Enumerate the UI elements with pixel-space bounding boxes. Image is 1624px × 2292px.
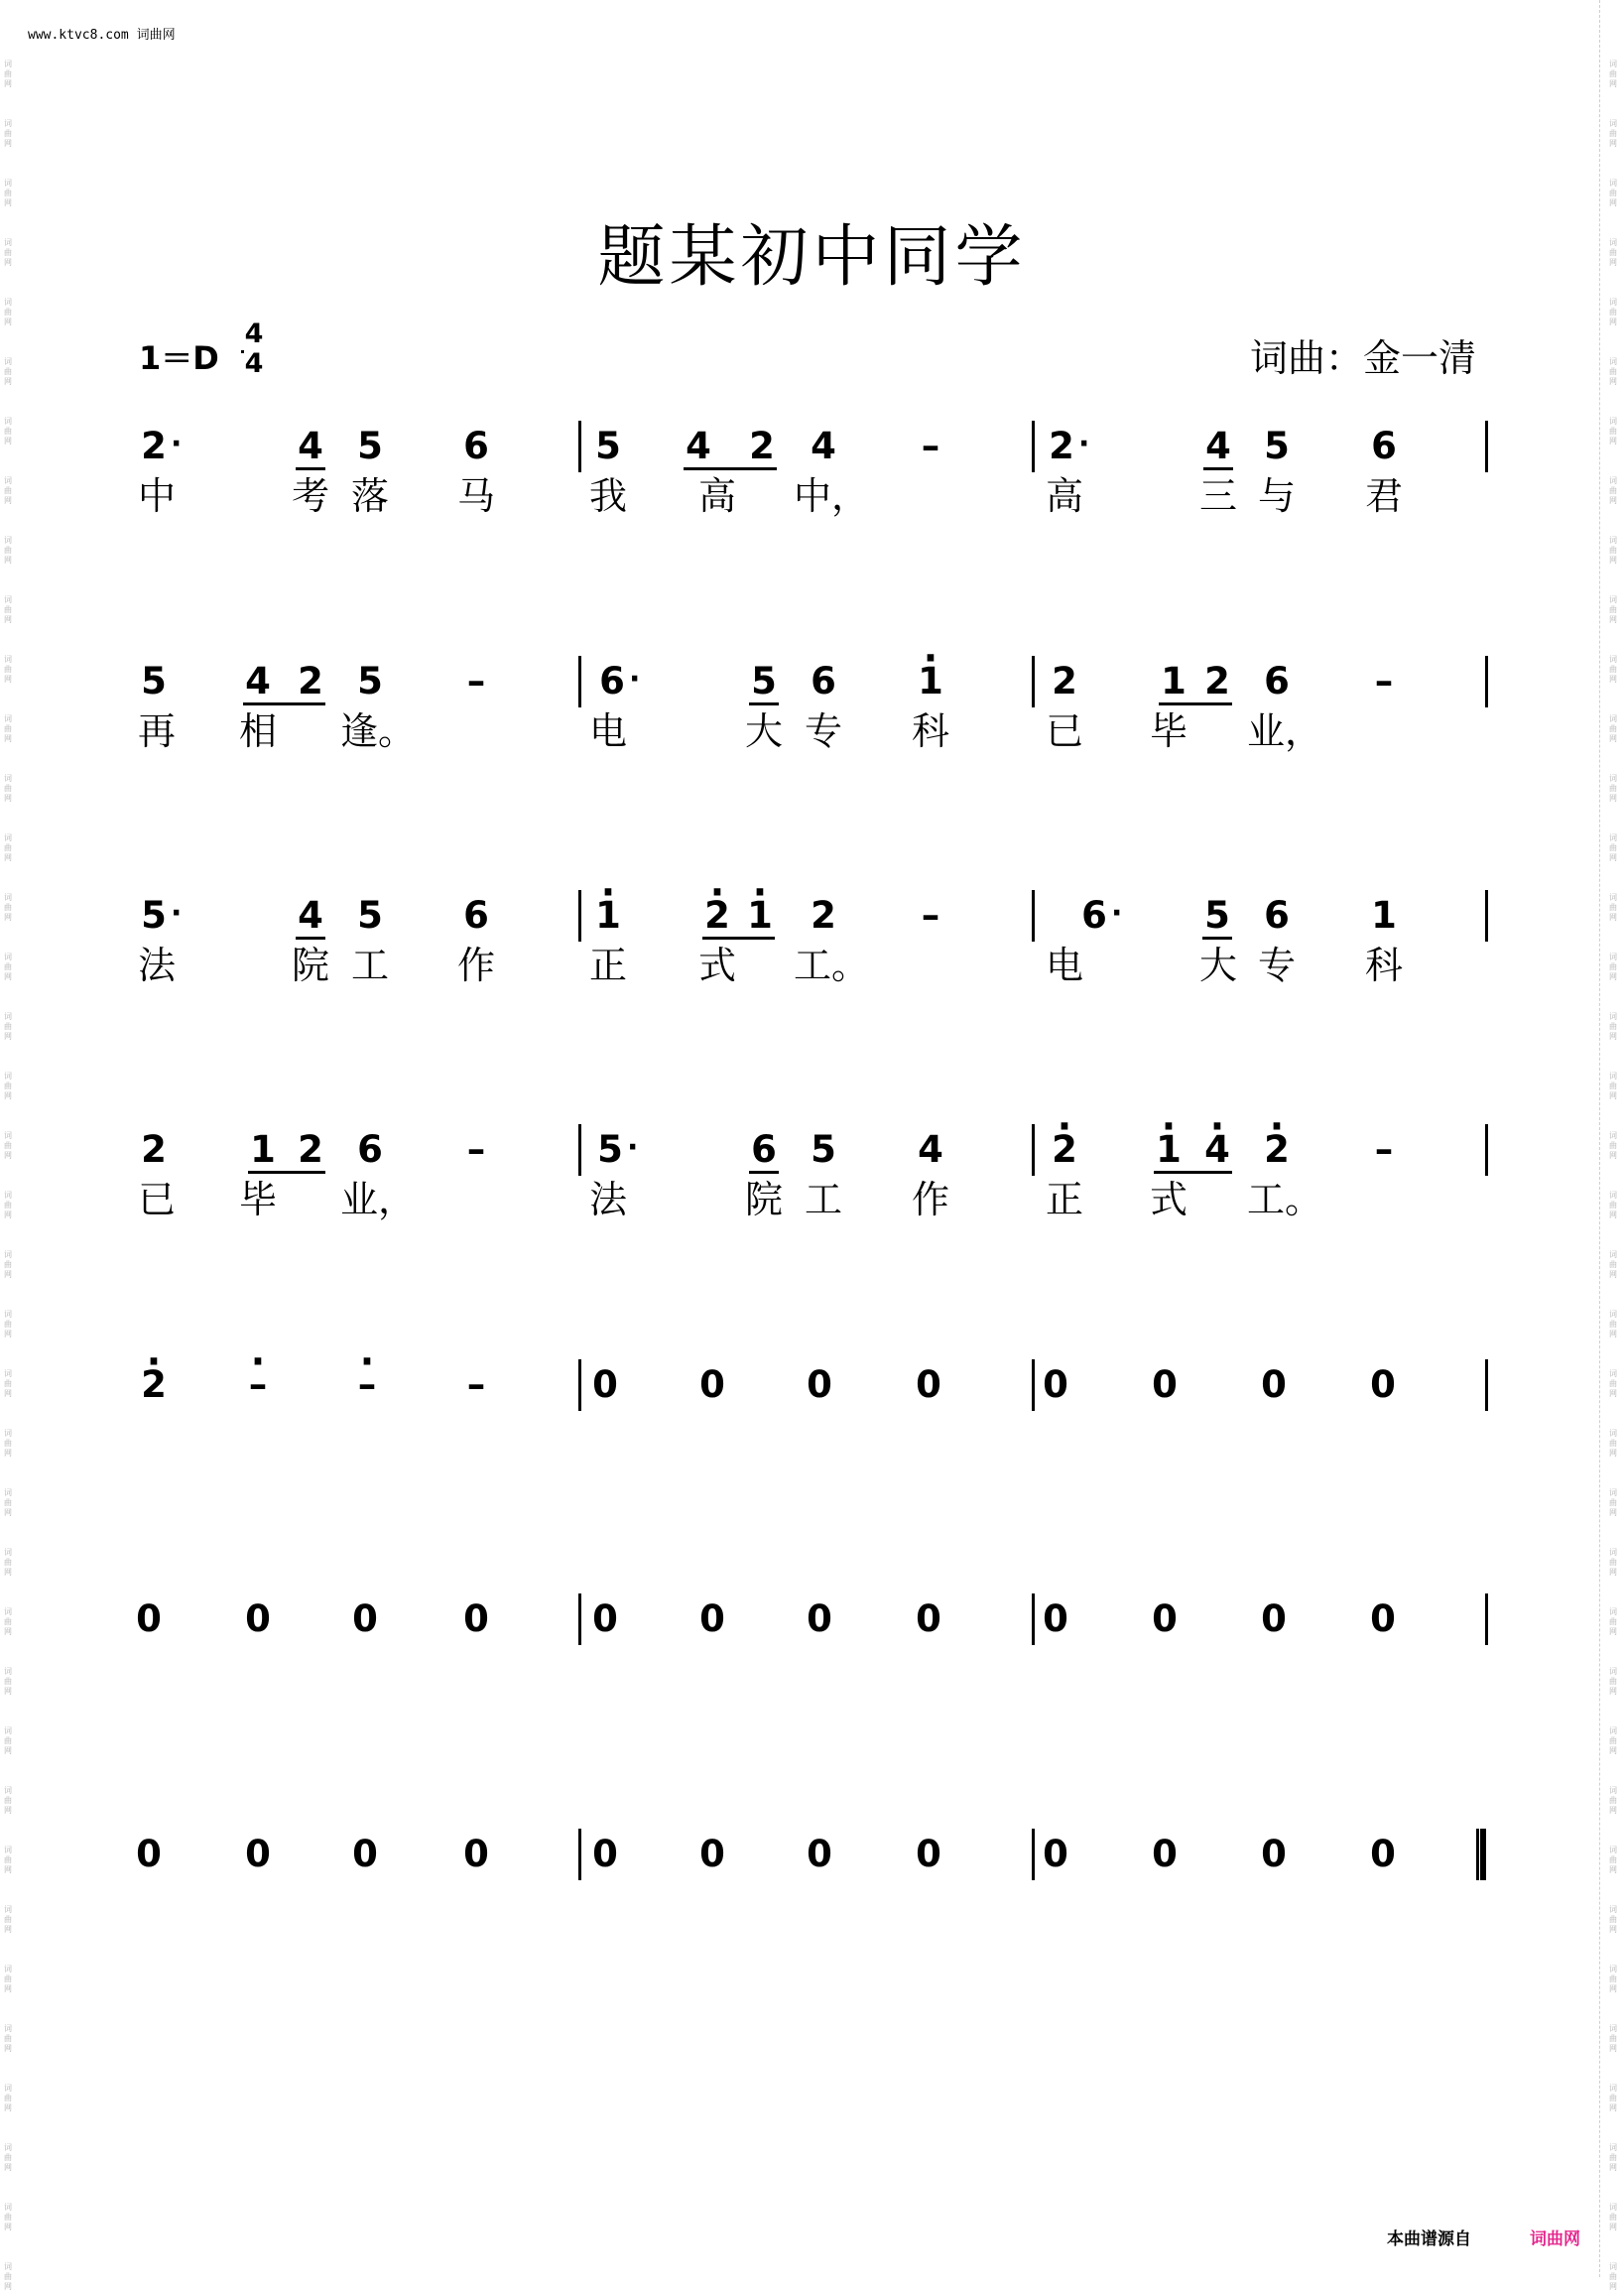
watermark-mark: 词 曲 网 — [1609, 1905, 1617, 1934]
watermark-mark: 词 曲 网 — [1609, 2024, 1617, 2053]
song-title: 题某初中同学 — [597, 218, 1027, 297]
note: 0 — [807, 1597, 832, 1640]
augmentation-dot: · — [171, 896, 183, 931]
time-signature-top: 4 — [244, 318, 264, 349]
watermark-mark: 词 曲 网 — [1609, 833, 1617, 862]
note: 4 — [1205, 425, 1231, 467]
underline-beam — [684, 467, 777, 470]
watermark-mark: 词 曲 网 — [4, 1667, 12, 1696]
barline — [1485, 1359, 1488, 1411]
augmentation-dot: · — [1111, 896, 1123, 931]
watermark-mark: 词 曲 网 — [4, 1846, 12, 1874]
left-watermark-strip — [2, 0, 16, 2291]
barline — [1032, 1829, 1035, 1880]
lyric-char: 电 — [1045, 944, 1083, 987]
note: 2 — [1204, 660, 1230, 702]
note: · 2 — [129, 1365, 179, 1405]
lyric-char: 高 — [697, 474, 736, 518]
lyric-char: 中， — [794, 474, 870, 518]
lyric-char: 工 — [350, 944, 389, 987]
note: 0 — [136, 1833, 162, 1875]
lyric-char: 作 — [456, 944, 495, 987]
lyric-char: 中 — [137, 474, 176, 518]
note: · 1 — [906, 662, 955, 701]
right-watermark-strip — [1607, 0, 1621, 2291]
note: – — [921, 425, 940, 467]
note: 0 — [463, 1597, 489, 1640]
watermark-mark: 词 曲 网 — [4, 60, 12, 88]
watermark-mark: 词 曲 网 — [4, 2024, 12, 2053]
lyric-char: 与 — [1257, 474, 1296, 518]
watermark-mark: 词 曲 网 — [4, 953, 12, 981]
watermark-mark: 词 曲 网 — [4, 2203, 12, 2231]
barline — [1485, 656, 1488, 707]
note: 5 — [141, 894, 167, 937]
note: 0 — [463, 1833, 489, 1875]
watermark-mark: 词 曲 网 — [4, 1726, 12, 1755]
note: 0 — [1370, 1363, 1396, 1406]
note: · 2 — [1252, 1130, 1302, 1170]
watermark-mark: 词 曲 网 — [1609, 1310, 1617, 1338]
watermark-mark: 词 曲 网 — [4, 417, 12, 446]
note: · 1 — [1144, 1130, 1193, 1170]
note: 5 — [357, 660, 383, 702]
lyric-char: 业， — [1247, 709, 1323, 753]
key-signature: 1＝D — [139, 339, 219, 377]
watermark-mark: 词 曲 网 — [1609, 536, 1617, 565]
underline-beam — [702, 937, 775, 940]
barline — [1032, 1593, 1035, 1645]
barline — [1032, 421, 1035, 472]
note: · 2 — [1040, 1130, 1089, 1170]
note: 2 — [749, 425, 775, 467]
lyric-char: 高 — [1045, 474, 1083, 518]
lyric-char: 我 — [588, 474, 627, 518]
site-label: www.ktvc8.com 词曲网 — [28, 28, 176, 43]
note: 6 — [1371, 425, 1397, 467]
note: 0 — [1152, 1597, 1178, 1640]
barline — [578, 1829, 581, 1880]
note: 0 — [1043, 1363, 1068, 1406]
lyric-char: 院 — [744, 1178, 783, 1221]
watermark-mark: 词 曲 网 — [1609, 60, 1617, 88]
watermark-mark: 词 曲 网 — [1609, 595, 1617, 624]
watermark-mark: 词 曲 网 — [4, 1250, 12, 1279]
barline — [1485, 421, 1488, 472]
lyric-char: 逢。 — [340, 709, 417, 753]
barline — [1485, 1593, 1488, 1645]
note: 0 — [592, 1833, 618, 1875]
note: 5 — [597, 1128, 623, 1171]
watermark-mark: 词 曲 网 — [1609, 1131, 1617, 1160]
watermark-mark: 词 曲 网 — [4, 1310, 12, 1338]
watermark-mark: 词 曲 网 — [1609, 1012, 1617, 1041]
watermark-mark: 词 曲 网 — [1609, 1548, 1617, 1577]
watermark-mark: 词 曲 网 — [4, 238, 12, 267]
note: · 4 — [1192, 1130, 1242, 1170]
watermark-mark: 词 曲 网 — [4, 1548, 12, 1577]
barline — [1032, 1124, 1035, 1176]
watermark-mark: 词 曲 网 — [1609, 1965, 1617, 1993]
lyric-char: 大 — [744, 709, 783, 753]
note: 0 — [352, 1833, 378, 1875]
barline — [578, 421, 581, 472]
footer-source-label: 本曲谱源自 — [1387, 2229, 1471, 2249]
lyric-char: 科 — [911, 709, 949, 753]
final-barline — [1476, 1829, 1486, 1880]
lyric-char: 正 — [588, 944, 627, 987]
watermark-mark: 词 曲 网 — [4, 714, 12, 743]
note: – — [466, 1128, 486, 1171]
watermark-mark: 词 曲 网 — [4, 1607, 12, 1636]
watermark-mark: 词 曲 网 — [4, 119, 12, 148]
time-signature — [241, 319, 267, 379]
lyric-char: 工。 — [1247, 1178, 1323, 1221]
note: · 2 — [692, 896, 742, 936]
watermark-mark: 词 曲 网 — [1609, 357, 1617, 386]
note: 0 — [916, 1833, 941, 1875]
lyric-char: 君 — [1364, 474, 1403, 518]
note: 0 — [699, 1833, 725, 1875]
watermark-mark: 词 曲 网 — [1609, 476, 1617, 505]
watermark-mark: 词 曲 网 — [1609, 1072, 1617, 1100]
barline — [1485, 1124, 1488, 1176]
note: 6 — [599, 660, 625, 702]
note: 0 — [245, 1597, 271, 1640]
watermark-mark: 词 曲 网 — [1609, 1846, 1617, 1874]
underline-beam — [1203, 467, 1233, 470]
watermark-mark: 词 曲 网 — [1609, 1786, 1617, 1815]
note: – — [466, 660, 486, 702]
watermark-mark: 词 曲 网 — [4, 2084, 12, 2112]
watermark-mark: 词 曲 网 — [1609, 1607, 1617, 1636]
watermark-mark: 词 曲 网 — [1609, 119, 1617, 148]
underline-beam — [243, 702, 325, 705]
underline-beam — [296, 467, 325, 470]
note: · 1 — [735, 896, 785, 936]
watermark-mark: 词 曲 网 — [4, 1072, 12, 1100]
note: 6 — [357, 1128, 383, 1171]
watermark-mark: 词 曲 网 — [4, 1786, 12, 1815]
note: 4 — [811, 425, 836, 467]
augmentation-dot: · — [171, 427, 183, 461]
footer-brand: 词曲网 — [1530, 2229, 1580, 2249]
watermark-mark: 词 曲 网 — [4, 1488, 12, 1517]
watermark-mark: 词 曲 网 — [4, 298, 12, 326]
note: 2 — [1052, 660, 1077, 702]
lyric-char: 科 — [1364, 944, 1403, 987]
note: 5 — [1204, 894, 1230, 937]
watermark-mark: 词 曲 网 — [1609, 893, 1617, 922]
barline — [1032, 656, 1035, 707]
note: 4 — [298, 425, 323, 467]
lyric-char: 大 — [1198, 944, 1237, 987]
note: 4 — [298, 894, 323, 937]
watermark-mark: 词 曲 网 — [1609, 774, 1617, 803]
note: 0 — [136, 1597, 162, 1640]
note: 0 — [1370, 1597, 1396, 1640]
note: 4 — [918, 1128, 943, 1171]
augmentation-dot: · — [1078, 427, 1090, 461]
watermark-mark: 词 曲 网 — [1609, 655, 1617, 684]
watermark-mark: 词 曲 网 — [1609, 2084, 1617, 2112]
note: 2 — [141, 425, 167, 467]
note: 0 — [916, 1363, 941, 1406]
underline-beam — [248, 1171, 325, 1174]
watermark-mark: 词 曲 网 — [4, 536, 12, 565]
watermark-mark: 词 曲 网 — [1609, 2262, 1617, 2291]
note: – — [1374, 660, 1394, 702]
note: 6 — [463, 425, 489, 467]
note: 0 — [245, 1833, 271, 1875]
barline — [578, 1124, 581, 1176]
note: 2 — [811, 894, 836, 937]
note: 1 — [250, 1128, 276, 1171]
underline-beam — [749, 702, 779, 705]
watermark-mark: 词 曲 网 — [4, 2143, 12, 2172]
lyric-char: 已 — [137, 1178, 176, 1221]
composer-credit: 词曲：金一清 — [1250, 336, 1477, 380]
barline — [578, 890, 581, 942]
watermark-mark: 词 曲 网 — [4, 1429, 12, 1458]
lyric-char: 业， — [340, 1178, 417, 1221]
lyric-char: 式 — [697, 944, 736, 987]
watermark-mark: 词 曲 网 — [1609, 1191, 1617, 1219]
note: · – — [233, 1365, 283, 1405]
note: 4 — [686, 425, 711, 467]
barline — [1485, 890, 1488, 942]
watermark-mark: 词 曲 网 — [4, 1369, 12, 1398]
note: 0 — [1261, 1833, 1287, 1875]
note: – — [921, 894, 940, 937]
note: 5 — [357, 425, 383, 467]
note: 1 — [1371, 894, 1397, 937]
note: 0 — [1370, 1833, 1396, 1875]
watermark-mark: 词 曲 网 — [4, 833, 12, 862]
watermark-mark: 词 曲 网 — [1609, 298, 1617, 326]
note: 6 — [751, 1128, 777, 1171]
lyric-char: 毕 — [1149, 709, 1187, 753]
note: – — [466, 1363, 486, 1406]
watermark-mark: 词 曲 网 — [1609, 1488, 1617, 1517]
time-signature-bottom: 4 — [244, 348, 264, 379]
note: 0 — [807, 1833, 832, 1875]
watermark-mark: 词 曲 网 — [1609, 1369, 1617, 1398]
watermark-mark: 词 曲 网 — [4, 595, 12, 624]
time-signature-line — [241, 350, 244, 353]
note: 5 — [357, 894, 383, 937]
lyric-char: 毕 — [238, 1178, 277, 1221]
note: 5 — [595, 425, 621, 467]
underline-beam — [1202, 937, 1232, 940]
page-edge-line — [1599, 0, 1600, 2277]
lyric-char: 再 — [137, 709, 176, 753]
note: 0 — [592, 1363, 618, 1406]
note: 5 — [1264, 425, 1290, 467]
watermark-mark: 词 曲 网 — [1609, 238, 1617, 267]
lyric-char: 院 — [291, 944, 329, 987]
note: · 1 — [583, 896, 633, 936]
watermark-mark: 词 曲 网 — [1609, 179, 1617, 207]
note: 0 — [1261, 1363, 1287, 1406]
lyric-char: 三 — [1198, 474, 1237, 518]
lyric-char: 工。 — [794, 944, 870, 987]
note: 2 — [298, 1128, 323, 1171]
watermark-mark: 词 曲 网 — [4, 179, 12, 207]
underline-beam — [1159, 702, 1232, 705]
underline-beam — [1154, 1171, 1232, 1174]
watermark-mark: 词 曲 网 — [1609, 1250, 1617, 1279]
lyric-char: 专 — [804, 709, 842, 753]
watermark-mark: 词 曲 网 — [1609, 1667, 1617, 1696]
note: 6 — [1264, 660, 1290, 702]
note: 6 — [1264, 894, 1290, 937]
note: 5 — [811, 1128, 836, 1171]
lyric-char: 法 — [137, 944, 176, 987]
lyric-char: 专 — [1257, 944, 1296, 987]
note: 0 — [807, 1363, 832, 1406]
note: 0 — [352, 1597, 378, 1640]
watermark-mark: 词 曲 网 — [4, 774, 12, 803]
note: 1 — [1161, 660, 1187, 702]
watermark-mark: 词 曲 网 — [4, 1131, 12, 1160]
underline-beam — [296, 937, 325, 940]
note: 0 — [592, 1597, 618, 1640]
note: 0 — [1043, 1833, 1068, 1875]
watermark-mark: 词 曲 网 — [1609, 714, 1617, 743]
note: 0 — [1152, 1833, 1178, 1875]
lyric-char: 法 — [588, 1178, 627, 1221]
watermark-mark: 词 曲 网 — [1609, 2203, 1617, 2231]
watermark-mark: 词 曲 网 — [4, 893, 12, 922]
barline — [1032, 1359, 1035, 1411]
watermark-mark: 词 曲 网 — [4, 476, 12, 505]
lyric-char: 落 — [350, 474, 389, 518]
note: 5 — [141, 660, 167, 702]
watermark-mark: 词 曲 网 — [1609, 953, 1617, 981]
watermark-mark: 词 曲 网 — [1609, 2143, 1617, 2172]
augmentation-dot: · — [627, 1130, 639, 1165]
watermark-mark: 词 曲 网 — [1609, 417, 1617, 446]
note: 2 — [141, 1128, 167, 1171]
lyric-char: 式 — [1149, 1178, 1187, 1221]
lyric-char: 相 — [238, 709, 277, 753]
watermark-mark: 词 曲 网 — [4, 1905, 12, 1934]
note: 0 — [916, 1597, 941, 1640]
note: 2 — [298, 660, 323, 702]
watermark-mark: 词 曲 网 — [4, 1191, 12, 1219]
note: 0 — [1043, 1597, 1068, 1640]
note: 4 — [245, 660, 271, 702]
note: 2 — [1049, 425, 1074, 467]
note: 6 — [1081, 894, 1107, 937]
note: 5 — [751, 660, 777, 702]
lyric-char: 电 — [588, 709, 627, 753]
lyric-char: 考 — [291, 474, 329, 518]
watermark-mark: 词 曲 网 — [4, 2262, 12, 2291]
watermark-mark: 词 曲 网 — [4, 1965, 12, 1993]
note: 6 — [463, 894, 489, 937]
watermark-mark: 词 曲 网 — [4, 1012, 12, 1041]
note: 0 — [1261, 1597, 1287, 1640]
note: 6 — [811, 660, 836, 702]
lyric-char: 作 — [911, 1178, 949, 1221]
note: 0 — [699, 1363, 725, 1406]
lyric-char: 工 — [804, 1178, 842, 1221]
lyric-char: 正 — [1045, 1178, 1083, 1221]
note: – — [1374, 1128, 1394, 1171]
note: 0 — [699, 1597, 725, 1640]
lyric-char: 马 — [456, 474, 495, 518]
watermark-mark: 词 曲 网 — [1609, 1429, 1617, 1458]
barline — [1032, 890, 1035, 942]
barline — [578, 1593, 581, 1645]
underline-beam — [749, 1171, 779, 1174]
note: 0 — [1152, 1363, 1178, 1406]
watermark-mark: 词 曲 网 — [1609, 1726, 1617, 1755]
barline — [578, 656, 581, 707]
watermark-mark: 词 曲 网 — [4, 655, 12, 684]
watermark-mark: 词 曲 网 — [4, 357, 12, 386]
augmentation-dot: · — [629, 662, 641, 697]
note: · – — [342, 1365, 392, 1405]
barline — [578, 1359, 581, 1411]
lyric-char: 已 — [1045, 709, 1083, 753]
